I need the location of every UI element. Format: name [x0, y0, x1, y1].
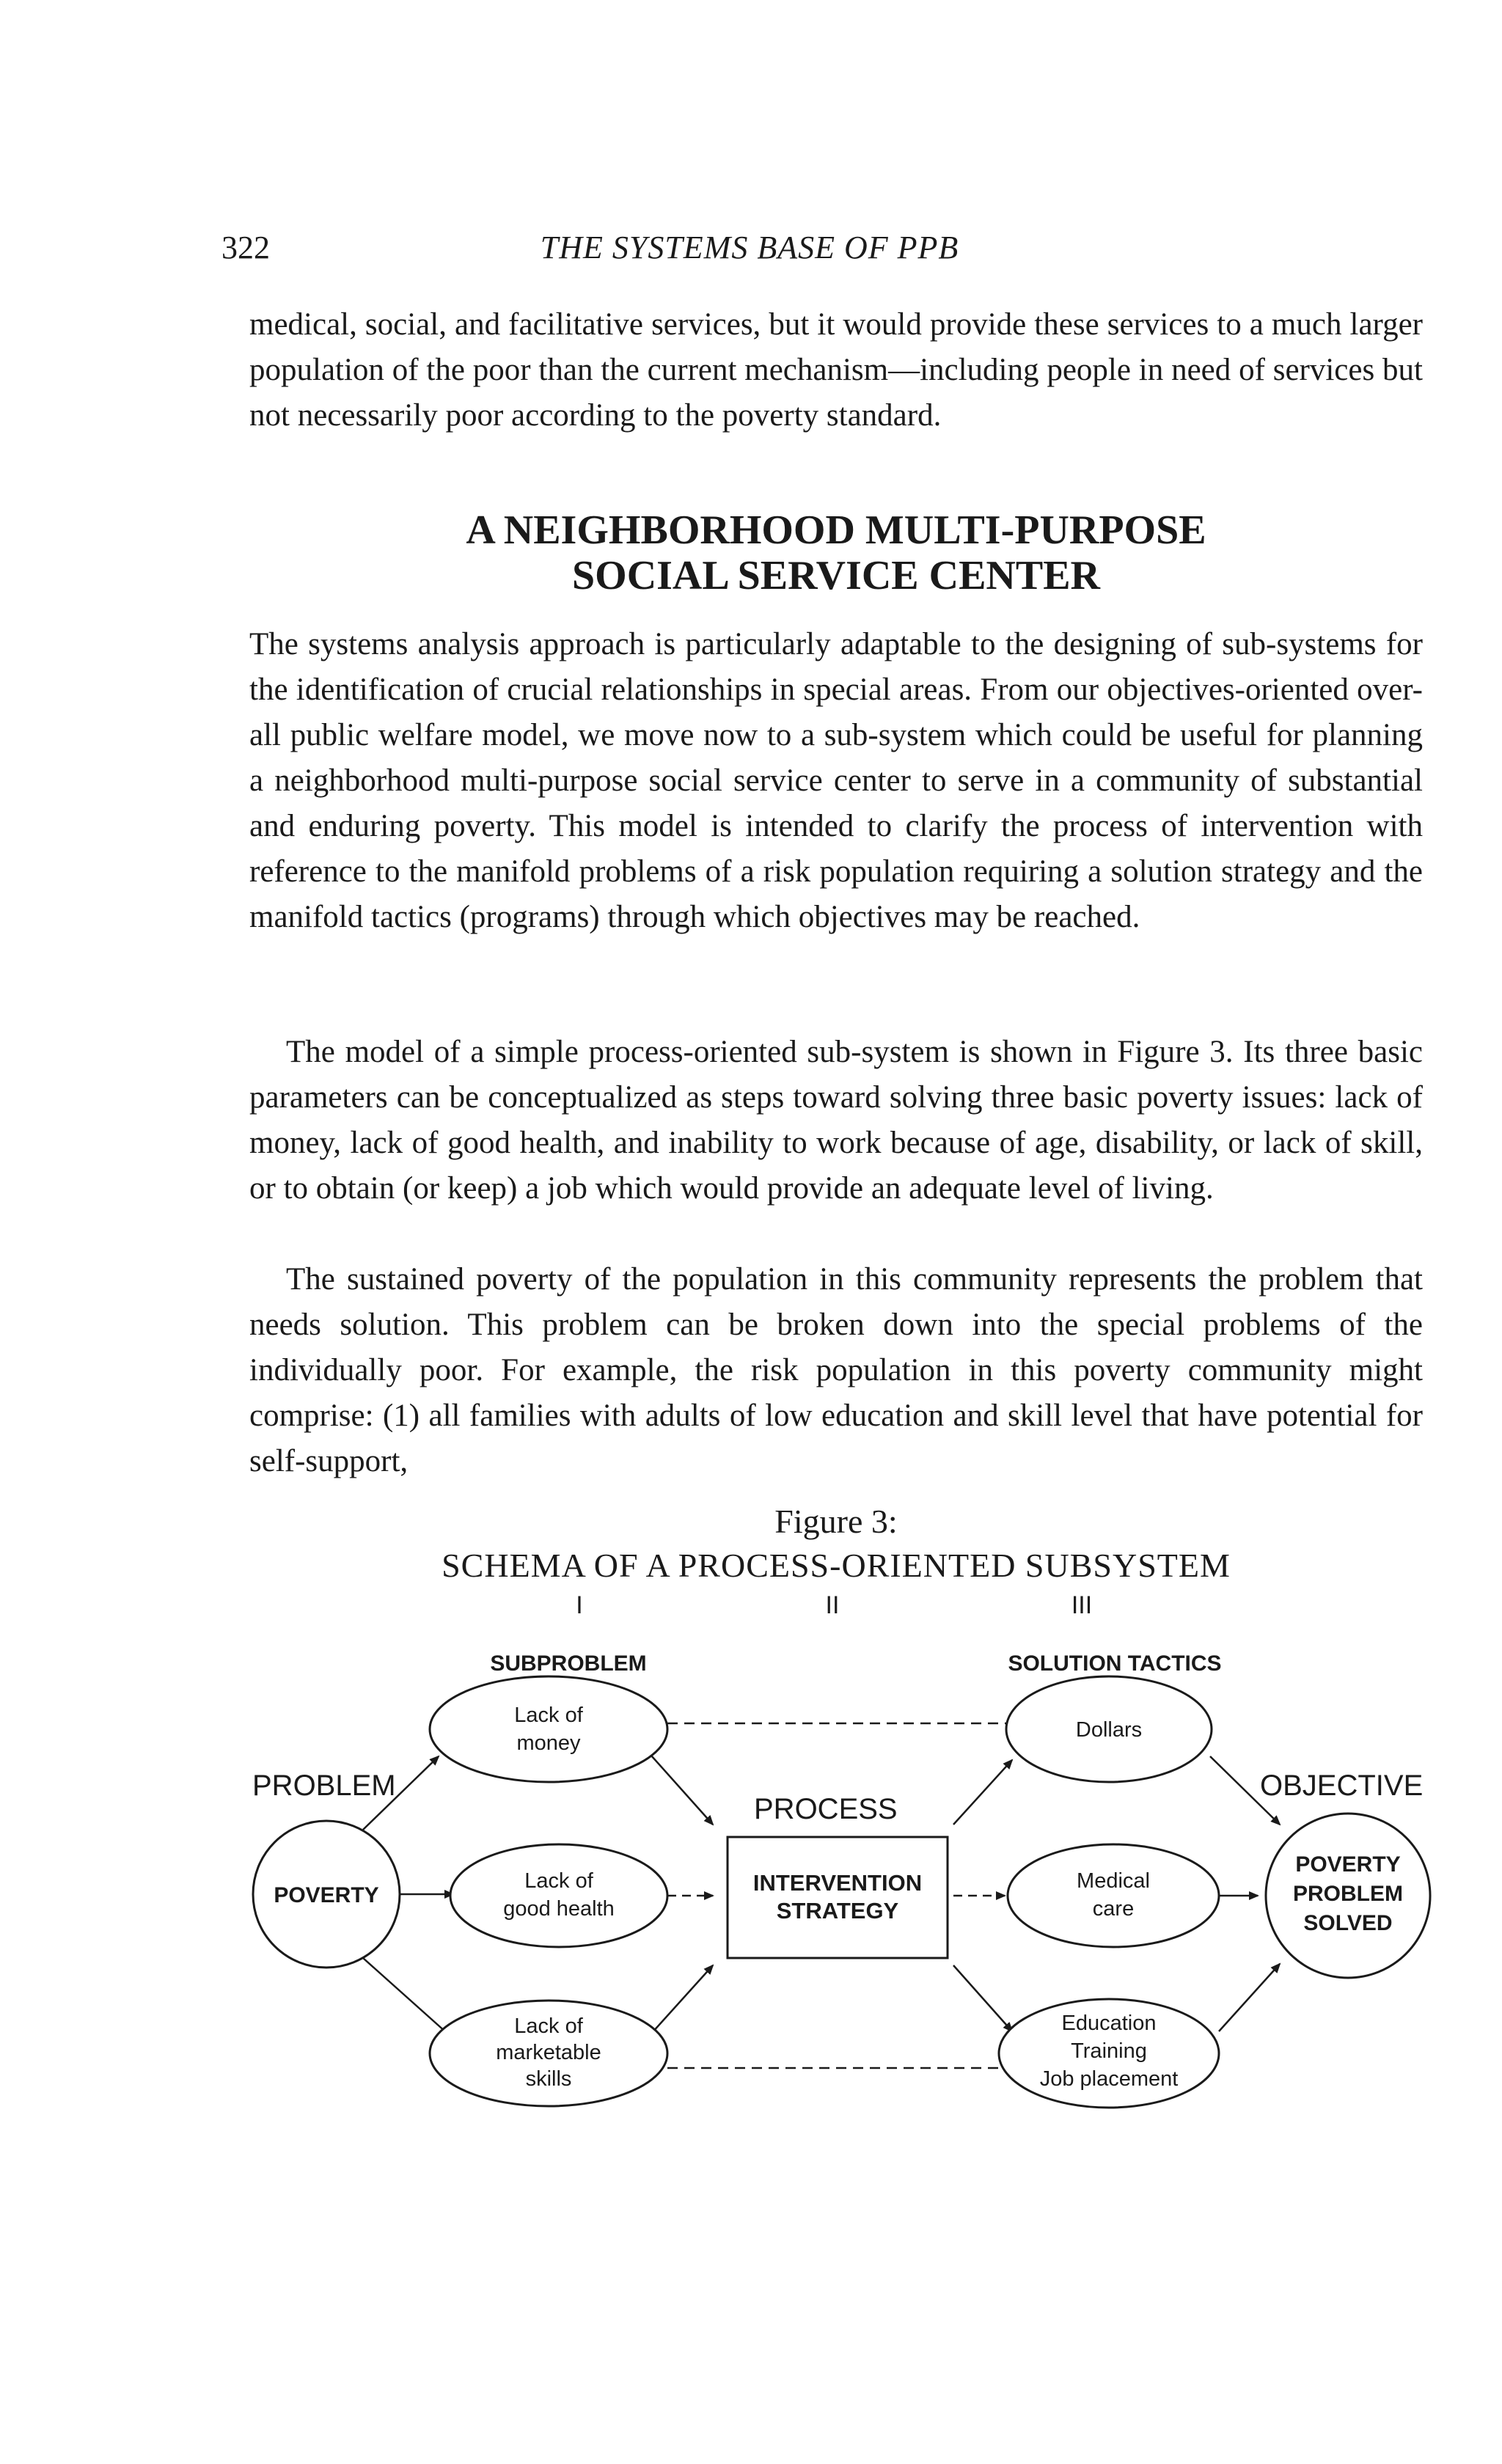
figure-title: SCHEMA OF A PROCESS-ORIENTED SUBSYSTEM — [442, 1547, 1231, 1584]
poverty-text: POVERTY — [274, 1883, 379, 1907]
column-numeral-ii: II — [825, 1591, 840, 1619]
intervention-text-1: INTERVENTION — [752, 1870, 923, 1896]
process-label: PROCESS — [754, 1793, 898, 1825]
education-text-3: Job placement — [1039, 2067, 1179, 2091]
poverty-solved-text-1: POVERTY — [1295, 1852, 1401, 1877]
medical-care-ellipse — [1008, 1844, 1219, 1947]
heading-line-1: A NEIGHBORHOOD MULTI-PURPOSE — [466, 507, 1206, 553]
figure-label: Figure 3: — [774, 1503, 898, 1540]
subproblem-header: SUBPROBLEM — [490, 1651, 647, 1676]
education-text-1: Education — [1061, 2012, 1157, 2035]
lack-health-text-1: Lack of — [524, 1869, 593, 1893]
paragraph-systems-analysis: The systems analysis approach is particularly adaptable to the designing of sub-systems for the identification of crucial relationships in special areas. From our objectives-oriented over-all public welfare model, we move now to a sub-system which could be useful for planning a neighborhood multi-purpose social service center to serve in a community of substantial and enduring poverty. This model is intended to clarify the process of intervention with reference to the manifold problems of a risk population requiring a solution strategy and the manifold tactics (programs) through which objectives may be reached. — [249, 627, 1423, 934]
lack-health-text-2: good health — [503, 1897, 615, 1921]
dollars-text: Dollars — [1075, 1718, 1143, 1742]
intervention-text-2: STRATEGY — [776, 1898, 899, 1924]
paragraph-sustained-poverty: The sustained poverty of the population in this community represents the problem that needs solution. This problem can be broken down into the special problems of the individually poor. For example, the risk population in this poverty community might comprise: (1) all families with adults of low education and skill level that have potential for self-support, — [249, 1262, 1423, 1478]
objective-label: OBJECTIVE — [1260, 1770, 1424, 1802]
arrow-strategy-to-education — [953, 1965, 1012, 2031]
page-number: 322 — [221, 230, 270, 265]
medical-care-text-1: Medical — [1077, 1869, 1150, 1893]
lack-skills-text-3: skills — [525, 2067, 572, 2091]
lack-money-text-1: Lack of — [514, 1704, 583, 1727]
arrow-education-to-solved — [1219, 1964, 1280, 2031]
arrow-money-to-strategy — [645, 1749, 713, 1825]
medical-care-text-2: care — [1092, 1897, 1135, 1921]
problem-label: PROBLEM — [252, 1770, 396, 1802]
lack-health-ellipse — [450, 1844, 667, 1947]
lack-money-text-2: money — [516, 1731, 581, 1755]
lack-skills-text-2: marketable — [496, 2041, 601, 2064]
paragraph-continuation: medical, social, and facilitative services, but it would provide these services to a much larger population of the poor than the current mechanism—including people in need of services but not necessarily poor according to the poverty standard. — [249, 307, 1423, 433]
paragraph-model: The model of a simple process-oriented sub-system is shown in Figure 3. Its three basic parameters can be conceptualized as steps toward solving three basic poverty issues: lack of money, lack of good health, and inability to work because of age, disability, or lack of skill, or to obtain (or keep) a job which would provide an adequate level of living. — [249, 1035, 1423, 1206]
arrow-strategy-to-dollars — [953, 1760, 1012, 1825]
lack-skills-text-1: Lack of — [514, 2014, 583, 2038]
arrow-poverty-to-skills — [363, 1958, 453, 2039]
education-text-2: Training — [1071, 2039, 1147, 2063]
process-schema-diagram — [220, 1584, 1467, 2112]
poverty-solved-text-3: SOLVED — [1303, 1911, 1393, 1935]
heading-line-2: SOCIAL SERVICE CENTER — [571, 553, 1100, 598]
lack-money-ellipse — [430, 1676, 667, 1782]
running-head — [221, 229, 1278, 273]
section-heading — [249, 507, 1423, 598]
poverty-solved-text-2: PROBLEM — [1293, 1882, 1403, 1906]
column-numeral-i: I — [576, 1591, 583, 1619]
column-numeral-iii: III — [1071, 1591, 1093, 1619]
solution-tactics-header: SOLUTION TACTICS — [1008, 1651, 1222, 1676]
running-title: THE SYSTEMS BASE OF PPB — [540, 230, 959, 265]
